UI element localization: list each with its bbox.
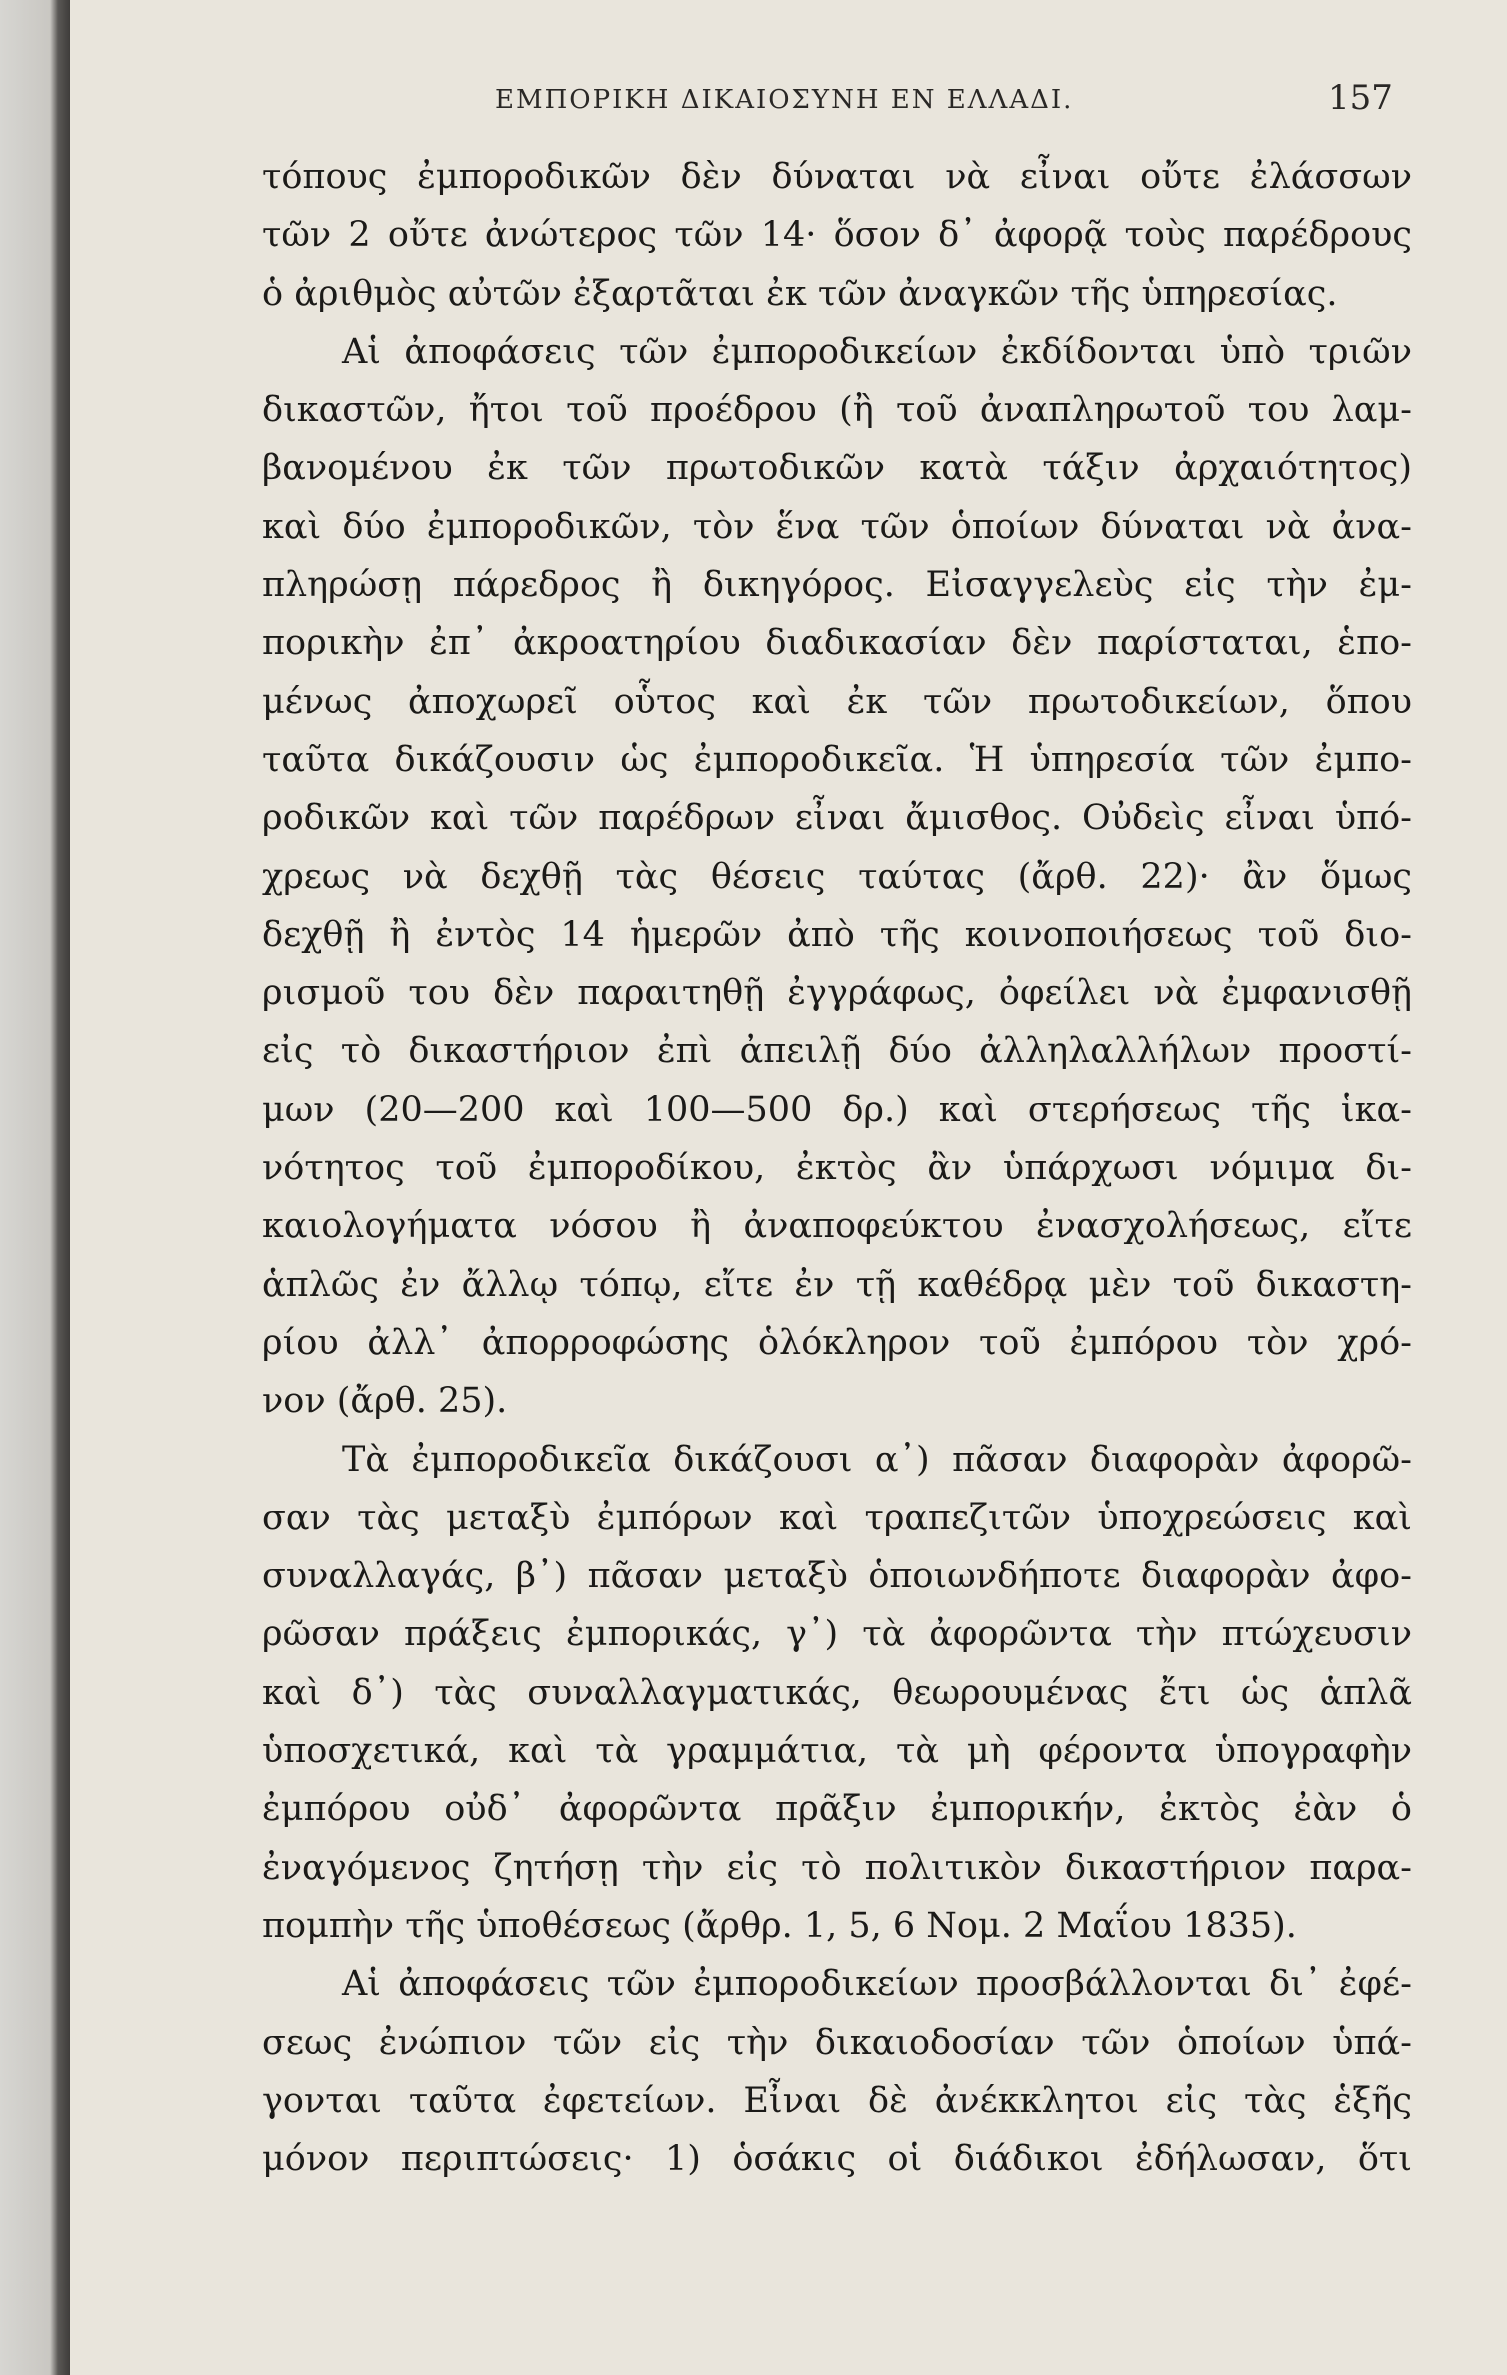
text-line: εἰς τὸ δικαστήριον ἐπὶ ἀπειλῇ δύο ἀλληλαλλήλων προστί- [262,1031,1412,1072]
page-number: 157 [1328,78,1393,118]
text-line: καιολογήματα νόσου ἢ ἀναποφεύκτου ἐνασχολήσεως, εἴτε [262,1206,1412,1247]
text-line: γονται ταῦτα ἐφετείων. Εἶναι δὲ ἀνέκκλητοι εἰς τὰς ἑξῆς [262,2080,1412,2121]
text-line: ρίου ἀλλ᾿ ἀπορροφώσης ὁλόκληρον τοῦ ἐμπόρου τὸν χρό- [262,1322,1412,1363]
text-line: ἐναγόμενος ζητήσῃ τὴν εἰς τὸ πολιτικὸν δικαστήριον παρα- [262,1847,1412,1888]
text-line: καὶ δ᾿) τὰς συναλλαγματικάς, θεωρουμένας ἔτι ὡς ἁπλᾶ [262,1672,1412,1713]
text-line: βανομένου ἐκ τῶν πρωτοδικῶν κατὰ τάξιν ἀρχαιότητος) [262,448,1412,489]
text-line: πορικὴν ἐπ᾿ ἀκροατηρίου διαδικασίαν δὲν παρίσταται, ἑπο- [262,623,1412,664]
text-line: μόνον περιπτώσεις· 1) ὁσάκις οἱ διάδικοι ἐδήλωσαν, ὅτι [262,2139,1412,2180]
text-line: νον (ἄρθ. 25). [262,1381,508,1422]
text-line: ὑποσχετικά, καὶ τὰ γραμμάτια, τὰ μὴ φέροντα ὑπογραφὴν [262,1731,1412,1772]
body-text [262,148,1412,2188]
running-head-title: ΕΜΠΟΡΙΚΗ ΔΙΚΑΙΟΣΥΝΗ ΕΝ ΕΛΛΑΔΙ. [495,85,1074,115]
text-line: πομπὴν τῆς ὑποθέσεως (ἄρθρ. 1, 5, 6 Νομ. 2 Μαΐου 1835). [262,1905,1297,1946]
text-line: ἁπλῶς ἐν ἄλλῳ τόπῳ, εἴτε ἐν τῇ καθέδρᾳ μὲν τοῦ δικαστη- [262,1264,1412,1305]
text-line: σεως ἐνώπιον τῶν εἰς τὴν δικαιοδοσίαν τῶν ὁποίων ὑπά- [262,2022,1412,2063]
text-line: μένως ἀποχωρεῖ οὗτος καὶ ἐκ τῶν πρωτοδικείων, ὅπου [262,681,1412,722]
text-line: ἐμπόρου οὐδ᾿ ἀφορῶντα πρᾶξιν ἐμπορικήν, ἐκτὸς ἐὰν ὁ [262,1789,1412,1830]
text-line: τόπους ἐμποροδικῶν δὲν δύναται νὰ εἶναι οὔτε ἐλάσσων [262,157,1412,197]
text-line: μων (20—200 καὶ 100—500 δρ.) καὶ στερήσεως τῆς ἱκα- [262,1089,1412,1130]
text-line: ρισμοῦ του δὲν παραιτηθῇ ἐγγράφως, ὀφείλει νὰ ἐμφανισθῇ [262,973,1412,1014]
book-spine-edge [0,0,70,2375]
text-line: δικαστῶν, ἤτοι τοῦ προέδρου (ἢ τοῦ ἀναπληρωτοῦ του λαμ- [262,390,1412,431]
text-line: δεχθῇ ἢ ἐντὸς 14 ἡμερῶν ἀπὸ τῆς κοινοποιήσεως τοῦ διο- [262,914,1412,955]
text-line: νότητος τοῦ ἐμποροδίκου, ἐκτὸς ἂν ὑπάρχωσι νόμιμα δι- [262,1148,1412,1189]
text-line: τῶν 2 οὔτε ἀνώτερος τῶν 14· ὅσον δ᾿ ἀφορᾷ τοὺς παρέδρους [262,215,1412,256]
text-line: σαν τὰς μεταξὺ ἐμπόρων καὶ τραπεζιτῶν ὑποχρεώσεις καὶ [262,1497,1412,1538]
text-line: ταῦτα δικάζουσιν ὡς ἐμποροδικεῖα. Ἡ ὑπηρεσία τῶν ἐμπο- [262,739,1412,780]
text-line: Αἱ ἀποφάσεις τῶν ἐμποροδικείων ἐκδίδονται ὑπὸ τριῶν [342,331,1412,372]
text-line: ρῶσαν πράξεις ἐμπορικάς, γ᾿) τὰ ἀφορῶντα τὴν πτώχευσιν [262,1614,1412,1655]
text-line: ὁ ἀριθμὸς αὐτῶν ἐξαρτᾶται ἐκ τῶν ἀναγκῶν τῆς ὑπηρεσίας. [262,273,1338,314]
text-line: καὶ δύο ἐμποροδικῶν, τὸν ἕνα τῶν ὁποίων δύναται νὰ ἀνα- [262,506,1412,547]
text-line: Αἱ ἀποφάσεις τῶν ἐμποροδικείων προσβάλλονται δι᾿ ἐφέ- [342,1964,1412,2005]
text-line: Τὰ ἐμποροδικεῖα δικάζουσι α᾿) πᾶσαν διαφορὰν ἀφορῶ- [342,1439,1412,1480]
text-line: χρεως νὰ δεχθῇ τὰς θέσεις ταύτας (ἄρθ. 22)· ἂν ὅμως [262,856,1412,897]
text-line: ροδικῶν καὶ τῶν παρέδρων εἶναι ἄμισθος. Οὐδεὶς εἶναι ὑπό- [262,798,1412,839]
text-line: συναλλαγάς, β᾿) πᾶσαν μεταξὺ ὁποιωνδήποτε διαφορὰν ἀφο- [262,1556,1412,1597]
text-line: πληρώσῃ πάρεδρος ἢ δικηγόρος. Εἰσαγγελεὺς εἰς τὴν ἐμ- [262,565,1412,606]
